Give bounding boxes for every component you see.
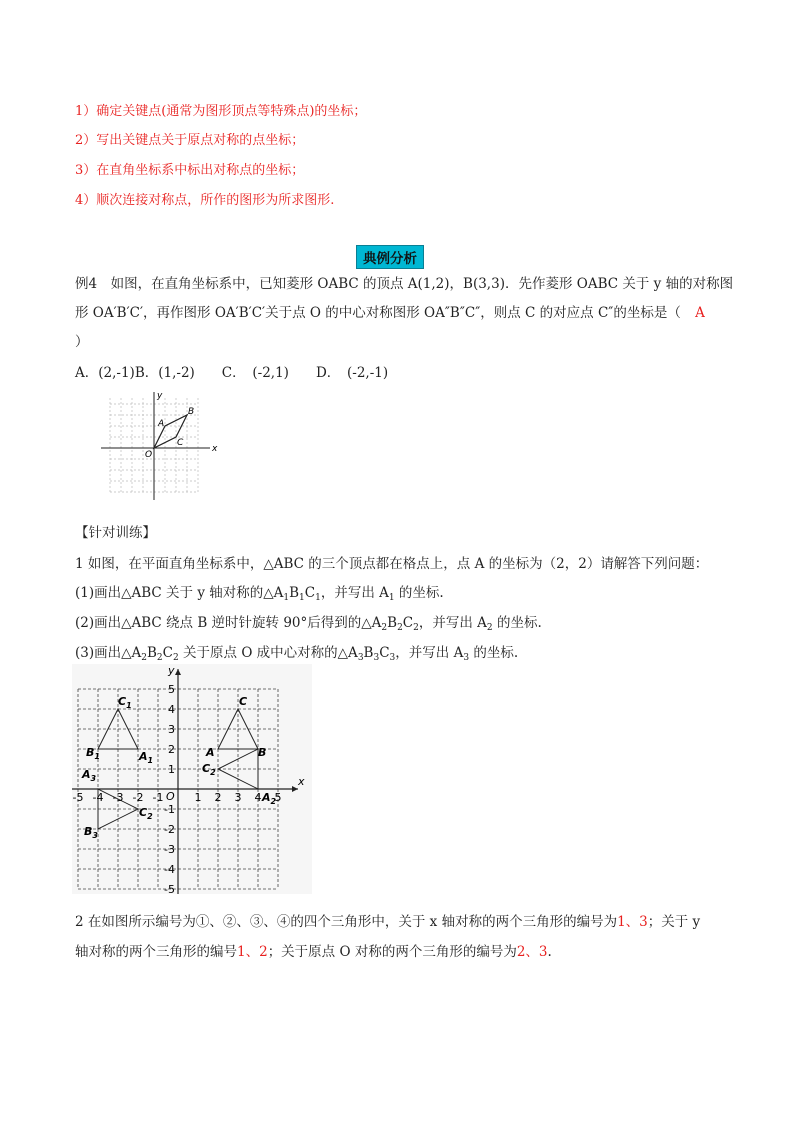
y-tick: -2 (164, 823, 175, 836)
y-tick: 1 (168, 763, 175, 776)
label-a: A (206, 746, 215, 759)
rhombus-figure (98, 388, 220, 502)
section-title: 典例分析 (356, 245, 424, 269)
label-c1: $C_1$ (118, 695, 132, 710)
q2-line1: 2 在如图所示编号为①、②、③、④的四个三角形中，关于 x 轴对称的两个三角形的编号为1、3；关于 y (75, 914, 701, 930)
x-tick: 5 (274, 791, 282, 804)
label-a2: $A_2$ (262, 791, 277, 806)
x-tick: -4 (92, 791, 104, 804)
label-b1: $B_1$ (86, 746, 100, 761)
step-2: 2）写出关键点关于原点对称的点坐标； (75, 133, 305, 148)
y-tick: 3 (168, 723, 175, 736)
example4-line2-text: 形 OA′B′C′，再作图形 OA′B′C′关于点 O 的中心对称图形 OA″B″C″，则点 C 的对应点 C″的坐标是（ (75, 305, 681, 321)
y-tick: -4 (164, 863, 175, 876)
y-tick: 4 (168, 703, 175, 716)
example4-options: A．(2,-1)B．(1,-2) C． (-2,1) D． (-2,-1) (75, 365, 389, 381)
q2-answer-x-axis: 1、3 (617, 914, 648, 930)
label-a1: $A_1$ (139, 750, 154, 765)
x-tick: 3 (234, 791, 242, 804)
label-b3: $B_3$ (84, 825, 98, 840)
point-c-label: C (177, 438, 184, 448)
x-tick: -2 (132, 791, 144, 804)
q2-answer-origin: 2、3 (516, 944, 548, 960)
y-tick: 2 (168, 743, 175, 756)
x-tick: -3 (112, 791, 124, 804)
label-c3: $C_2$ (139, 806, 153, 821)
q1-intro: 1 如图，在平面直角坐标系中，△ABC 的三个顶点都在格点上，点 A 的坐标为（2，2）请解答下列问题： (75, 556, 709, 572)
x-axis-label: x (298, 775, 305, 788)
y-tick: -3 (164, 843, 175, 856)
example4-close: ） (75, 334, 89, 350)
x-tick: 2 (214, 791, 222, 804)
label-c: C (239, 695, 248, 708)
x-tick: -5 (72, 791, 84, 804)
q2-line2: 轴对称的两个三角形的编号1、2；关于原点 O 对称的两个三角形的编号为2、3. (75, 944, 552, 960)
step-3: 3）在直角坐标系中标出对称点的坐标； (75, 163, 305, 178)
example4-answer: A (695, 305, 705, 321)
point-a-label: A (158, 419, 165, 429)
q2-answer-y-axis: 1、2 (237, 944, 268, 960)
training-title: 【针对训练】 (75, 525, 156, 541)
origin-label: O (166, 790, 175, 803)
x-tick: -1 (152, 791, 164, 804)
label-c2: $C_2$ (202, 762, 216, 777)
y-tick: 5 (168, 683, 175, 696)
x-tick: 4 (254, 791, 262, 804)
y-axis-label: y (168, 664, 175, 677)
q1-part3: (3)画出$\triangle A_2B_2C_2$ 关于原点 O 成中心对称的$\triangle A_3B_3C_3$，并写出 $A_3$ 的坐标. (75, 645, 519, 663)
y-label: y (157, 391, 163, 401)
step-1: 1）确定关键点(通常为图形顶点等特殊点)的坐标； (75, 104, 367, 119)
step-4: 4）顺次连接对称点，所作的图形为所求图形. (75, 193, 335, 208)
point-b-label: B (188, 407, 195, 417)
example4-line2 (75, 301, 705, 321)
label-a3: $A_3$ (82, 768, 97, 783)
q1-part1: (1)画出△ABC 关于 y 轴对称的$\triangle A_1B_1C_1$，并写出 $A_1$ 的坐标. (75, 585, 444, 603)
x-label: x (212, 444, 218, 454)
x-tick: 1 (194, 791, 202, 804)
q1-part2: (2)画出△ABC 绕点 B 逆时针旋转 90°后得到的$\triangle A_2B_2C_2$，并写出 $A_2$ 的坐标. (75, 615, 542, 633)
example4-line1: 例4 如图，在直角坐标系中，已知菱形 OABC 的顶点 A(1,2)，B(3,3)．先作菱形 OABC 关于 y 轴的对称图 (75, 276, 734, 292)
y-tick: -1 (164, 803, 175, 816)
triangle-grid-figure (72, 664, 312, 894)
y-tick: -5 (164, 883, 175, 894)
label-b: B (258, 746, 267, 759)
origin-label: O (145, 450, 153, 460)
